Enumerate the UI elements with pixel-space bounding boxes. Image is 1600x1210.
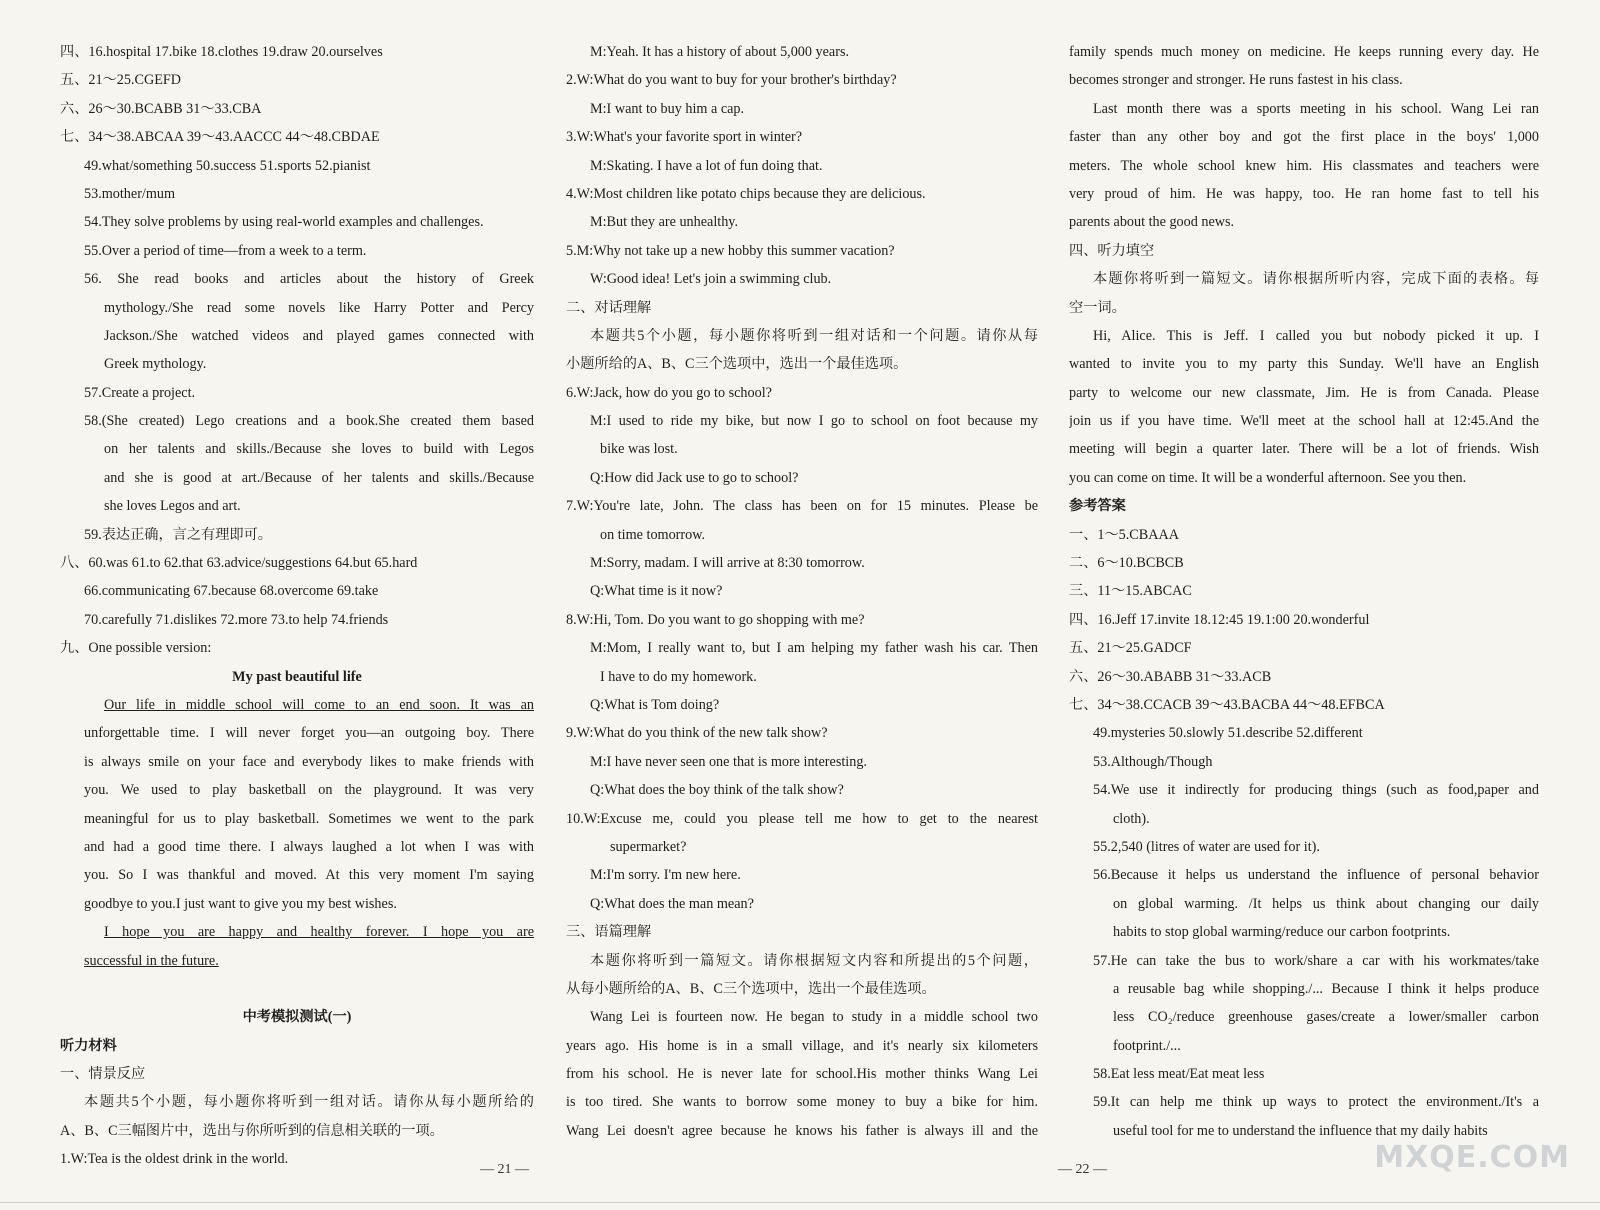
text-line: 六、26～30.ABABB 31～33.ACB (1069, 668, 1272, 685)
text-line: 小题所给的A、B、C三个选项中，选出一个最佳选项。 (566, 356, 908, 373)
text-line: Jackson./She watched videos and played games connected with (104, 327, 534, 344)
text-line: from his school. He is never late for school.His mother thinks Wang Lei (566, 1066, 1038, 1083)
text-line: Q:What does the man mean? (590, 895, 754, 912)
text-line: M:Skating. I have a lot of fun doing that. (590, 157, 823, 174)
text-line: goodbye to you.I just want to give you my best wishes. (84, 895, 397, 912)
text-line: habits to stop global warming/reduce our carbon footprints. (1113, 924, 1451, 941)
text-line: 2.W:What do you want to buy for your brother's birthday? (566, 72, 897, 89)
text-line: you. We used to play basketball on the playground. It was very (84, 782, 534, 799)
section-heading: 四、听力填空 (1069, 242, 1155, 259)
text-line: 58.(She created) Lego creations and a book.She created them based (84, 413, 534, 430)
text-line: 54.We use it indirectly for producing things (such as food,paper and (1093, 782, 1539, 799)
text-line: 7.W:You're late, John. The class has been on for 15 minutes. Please be (566, 498, 1038, 515)
text-line: Wang Lei doesn't agree because he knows his father is always ill and the (566, 1122, 1038, 1139)
text-line: 五、21～25.GADCF (1069, 640, 1192, 657)
text-line: M:I used to ride my bike, but now I go to school on foot because my (590, 413, 1038, 430)
text-line: mythology./She read some novels like Harry Potter and Percy (104, 299, 534, 316)
text-line: parents about the good news. (1069, 214, 1235, 231)
text-line: 10.W:Excuse me, could you please tell me how to get to the nearest (566, 810, 1038, 827)
text-line: join us if you have time. We'll meet at the school hall at 12:45.And the (1069, 413, 1539, 430)
page-number-left: — 21 — (480, 1162, 529, 1177)
text-line: you. So I was thankful and moved. At this very moment I'm saying (84, 867, 534, 884)
text-line: 二、6～10.BCBCB (1069, 555, 1184, 572)
text-line: I have to do my homework. (600, 668, 757, 685)
text-line: 70.carefully 71.dislikes 72.more 73.to help 74.friends (84, 611, 389, 628)
text-line: and had a good time there. I always laughed a lot when I was with (84, 838, 534, 855)
text-line: Our life in middle school will come to an end soon. It was an (104, 696, 534, 713)
text-line: 四、16.hospital 17.bike 18.clothes 19.draw 20.ourselves (60, 44, 383, 60)
text-line: 本题你将听到一篇短文。请你根据短文内容和所提出的5个问题， (590, 952, 1038, 969)
text-line: on global warming. /It helps us think about changing our daily (1113, 895, 1539, 912)
text-line: 9.W:What do you think of the new talk show? (566, 725, 828, 742)
section-heading: 三、语篇理解 (566, 924, 652, 941)
text-line: wanted to invite you to my party this Sunday. We'll have an English (1069, 356, 1539, 373)
text-line: faster than any other boy and got the first place in the boys' 1,000 (1069, 129, 1539, 146)
text-line: less CO₂/reduce greenhouse gases/create a lower/smaller carbon (1113, 1009, 1539, 1026)
text-line: 一、1～5.CBAAA (1069, 526, 1179, 543)
text-line: 八、60.was 61.to 62.that 63.advice/suggestions 64.but 65.hard (60, 555, 418, 572)
text-line: successful in the future. (84, 952, 219, 969)
text-line: 空一词。 (1069, 299, 1126, 316)
text-line: Q:How did Jack use to go to school? (590, 469, 799, 486)
text-line: 56. She read books and articles about the history of Greek (84, 271, 534, 288)
text-line: cloth). (1113, 810, 1150, 827)
text-line: a reusable bag while shopping./... Because I think it helps produce (1113, 980, 1539, 997)
text-line: on her talents and skills./Because she loves to build with Legos (104, 441, 534, 458)
text-line: 54.They solve problems by using real-world examples and challenges. (84, 214, 484, 231)
text-line: 3.W:What's your favorite sport in winter? (566, 129, 803, 146)
text-line: Q:What does the boy think of the talk show? (590, 782, 844, 799)
text-line: bike was lost. (600, 441, 678, 458)
text-line: M:Sorry, madam. I will arrive at 8:30 tomorrow. (590, 555, 865, 572)
text-line: unforgettable time. I will never forget you—an outgoing boy. There (84, 725, 534, 742)
text-line: footprint./... (1113, 1037, 1181, 1054)
text-line: meaningful for us to play basketball. Sometimes we went to the park (84, 810, 534, 827)
text-line: meters. The whole school knew him. His classmates and teachers were (1069, 157, 1539, 174)
essay-title: My past beautiful life (232, 668, 362, 685)
text-line: 6.W:Jack, how do you go to school? (566, 384, 772, 401)
text-line: 九、One possible version: (60, 640, 212, 657)
text-line: 49.what/something 50.success 51.sports 52.pianist (84, 157, 371, 174)
text-line: 本题共5个小题，每小题你将听到一组对话和一个问题。请你从每 (590, 327, 1038, 344)
text-line: M:I want to buy him a cap. (590, 100, 745, 117)
text-line: Wang Lei is fourteen now. He began to study in a middle school two (590, 1009, 1038, 1026)
text-line: M:But they are unhealthy. (590, 214, 739, 231)
text-line: Hi, Alice. This is Jeff. I called you but nobody picked it up. I (1093, 327, 1539, 344)
text-line: 59.表达正确，言之有理即可。 (84, 526, 272, 543)
blank-line (60, 975, 534, 1003)
text-line: 53.mother/mum (84, 185, 176, 202)
text-line: 56.Because it helps us understand the influence of personal behavior (1093, 867, 1539, 884)
text-line: is too tired. She wants to borrow some money to buy a bike for him. (566, 1094, 1038, 1111)
text-line: and she is good at art./Because of her talents and skills./Because (104, 469, 534, 486)
text-line: 七、34～38.CCACB 39～43.BACBA 44～48.EFBCA (1069, 696, 1385, 713)
text-line: she loves Legos and art. (104, 498, 241, 515)
text-line: 本题你将听到一篇短文。请你根据所听内容，完成下面的表格。每 (1093, 271, 1539, 288)
answer-heading: 参考答案 (1069, 498, 1126, 515)
text-line: 53.Although/Though (1093, 753, 1213, 770)
text-line: M:Yeah. It has a history of about 5,000 years. (590, 44, 850, 60)
text-line: you can come on time. It will be a wonderful afternoon. See you then. (1069, 469, 1467, 486)
text-line: 本题共5个小题，每小题你将听到一组对话。请你从每小题所给的 (84, 1094, 534, 1111)
text-line: Last month there was a sports meeting in his school. Wang Lei ran (1093, 100, 1539, 117)
text-line: supermarket? (610, 838, 687, 855)
text-line: M:I'm sorry. I'm new here. (590, 867, 741, 884)
text-line: 57.He can take the bus to work/share a car with his workmates/take (1093, 952, 1539, 969)
text-line: M:I have never seen one that is more interesting. (590, 753, 867, 770)
section-title: 中考模拟测试(一) (242, 1009, 352, 1026)
text-line: useful tool for me to understand the influence that my daily habits (1113, 1122, 1488, 1139)
middle-column (566, 38, 1038, 1145)
text-line: 五、21～25.CGEFD (60, 72, 181, 89)
text-line: I hope you are happy and healthy forever. I hope you are (104, 924, 534, 941)
text-line: 四、16.Jeff 17.invite 18.12:45 19.1:00 20.wonderful (1069, 611, 1370, 628)
text-line: Q:What is Tom doing? (590, 696, 720, 713)
text-line: 8.W:Hi, Tom. Do you want to go shopping with me? (566, 611, 865, 628)
text-line: 57.Create a project. (84, 384, 196, 401)
watermark-logo: MXQE.COM (1374, 1140, 1570, 1175)
text-line: 4.W:Most children like potato chips because they are delicious. (566, 185, 926, 202)
text-line: 58.Eat less meat/Eat meat less (1093, 1066, 1265, 1083)
text-line: A、B、C三幅图片中，选出与你所听到的信息相关联的一项。 (60, 1122, 444, 1139)
page-number-right: — 22 — (1058, 1162, 1107, 1177)
text-line: 59.It can help me think up ways to protect the environment./It's a (1093, 1094, 1539, 1111)
section-heading: 听力材料 (60, 1037, 117, 1054)
text-line: W:Good idea! Let's join a swimming club. (590, 271, 832, 288)
text-line: years ago. His home is in a small village, and it's nearly six kilometers (566, 1037, 1038, 1054)
text-line: family spends much money on medicine. He keeps running every day. He (1069, 44, 1539, 60)
bottom-rule (0, 1202, 1600, 1203)
text-line: 66.communicating 67.because 68.overcome 69.take (84, 583, 379, 600)
text-line: Greek mythology. (104, 356, 207, 373)
text-line: 六、26～30.BCABB 31～33.CBA (60, 100, 262, 117)
text-line: very proud of him. He was happy, too. He ran home fast to tell his (1069, 185, 1539, 202)
text-line: 一、情景反应 (60, 1066, 146, 1083)
text-line: Q:What time is it now? (590, 583, 723, 600)
text-line: on time tomorrow. (600, 526, 706, 543)
text-line: 从每小题所给的A、B、C三个选项中，选出一个最佳选项。 (566, 980, 936, 997)
text-line: becomes stronger and stronger. He runs fastest in his class. (1069, 72, 1403, 89)
text-line: M:Mom, I really want to, but I am helping my father wash his car. Then (590, 640, 1038, 657)
right-column (1069, 38, 1539, 1145)
text-line: 55.2,540 (litres of water are used for it). (1093, 838, 1320, 855)
text-line: 55.Over a period of time—from a week to a term. (84, 242, 367, 259)
text-line: party to welcome our new classmate, Jim. He is from Canada. Please (1069, 384, 1539, 401)
text-line: 5.M:Why not take up a new hobby this summer vacation? (566, 242, 895, 259)
text-line: is always smile on your face and everybody likes to make friends with (84, 753, 534, 770)
section-heading: 二、对话理解 (566, 299, 652, 316)
text-line: meeting will begin a quarter later. There will be a lot of friends. Wish (1069, 441, 1539, 458)
left-column (60, 38, 534, 1174)
text-line: 1.W:Tea is the oldest drink in the world. (60, 1151, 289, 1168)
text-line: 三、11～15.ABCAC (1069, 583, 1192, 600)
text-line: 七、34～38.ABCAA 39～43.AACCC 44～48.CBDAE (60, 129, 380, 146)
text-line: 49.mysteries 50.slowly 51.describe 52.different (1093, 725, 1363, 742)
